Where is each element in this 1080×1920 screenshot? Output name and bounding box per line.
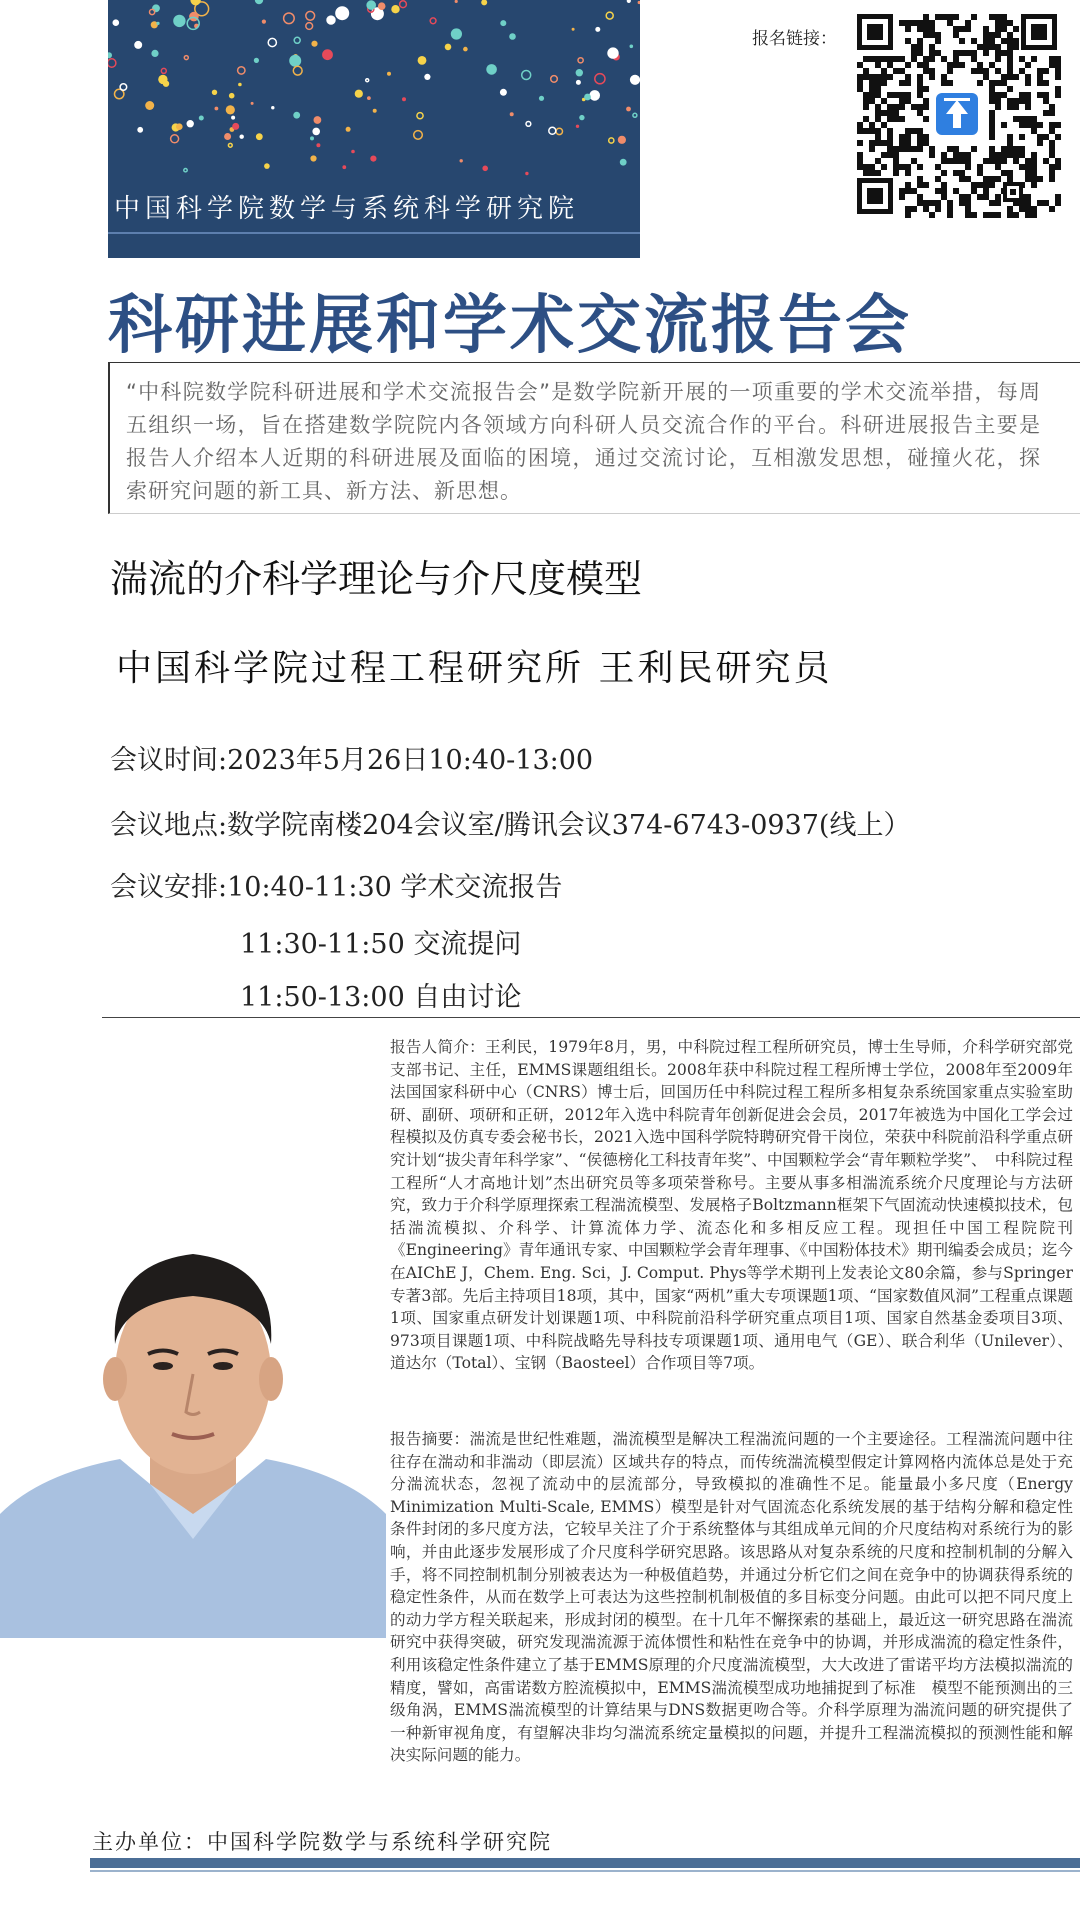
confetti-dot — [256, 133, 263, 140]
confetti-dot — [351, 150, 355, 154]
confetti-dot — [551, 76, 558, 83]
confetti-dot — [638, 1, 640, 4]
confetti-dot — [108, 52, 112, 58]
confetti-dot — [584, 94, 591, 101]
confetti-dot — [414, 131, 423, 140]
meeting-place: 会议地点:数学院南楼204会议室/腾讯会议374-6743-0937(线上） — [110, 810, 911, 841]
confetti-dot — [251, 102, 254, 105]
confetti-dot — [620, 159, 627, 166]
confetti-dot — [366, 0, 376, 10]
confetti-dot — [228, 143, 232, 147]
page-title: 科研进展和学术交流报告会 — [108, 289, 912, 363]
confetti-dot — [579, 115, 584, 120]
confetti-dot — [284, 13, 295, 24]
confetti-dot — [509, 33, 516, 40]
confetti-dot — [306, 23, 313, 30]
confetti-dot — [346, 127, 351, 132]
confetti-dot — [626, 107, 631, 112]
confetti-dot — [576, 125, 579, 128]
confetti-dot — [199, 116, 204, 121]
confetti-dot — [355, 90, 363, 98]
organizer: 主办单位：中国科学院数学与系统科学研究院 — [92, 1830, 552, 1854]
confetti-dot — [606, 12, 613, 19]
confetti-dot — [264, 163, 270, 169]
confetti-dot — [145, 101, 154, 110]
confetti-dot — [293, 112, 300, 119]
confetti-dot — [595, 27, 600, 32]
meeting-time: 会议时间:2023年5月26日10:40-13:00 — [110, 745, 594, 776]
confetti-dot — [238, 83, 242, 87]
confetti-dot — [400, 1, 407, 8]
confetti-dot — [539, 96, 544, 101]
confetti-dot — [460, 159, 463, 162]
confetti-dot — [306, 11, 315, 20]
confetti-dot — [424, 74, 430, 80]
confetti-dot — [113, 19, 120, 26]
confetti-dot — [402, 97, 406, 101]
confetti-dot — [525, 172, 528, 175]
confetti-dot — [215, 107, 219, 111]
confetti-dot — [224, 133, 231, 140]
confetti-dot — [310, 136, 314, 140]
confetti-dot — [289, 55, 301, 67]
confetti-dot — [633, 113, 637, 117]
confetti-dot — [572, 28, 575, 31]
meeting-schedule-3: 11:50-13:00 自由讨论 — [240, 982, 522, 1013]
confetti-dot — [152, 4, 160, 12]
confetti-dot — [391, 5, 399, 13]
confetti-dot — [108, 59, 116, 67]
speaker-photo — [0, 1184, 386, 1638]
speaker-affiliation: 中国科学院过程工程研究所 王利民研究员 — [116, 648, 833, 689]
confetti-dot — [451, 28, 462, 39]
confetti-dot — [595, 74, 605, 84]
confetti-dot — [378, 2, 386, 10]
confetti-dot — [212, 90, 217, 95]
confetti-dot — [310, 155, 316, 161]
confetti-dot — [417, 113, 423, 119]
banner-divider — [108, 232, 640, 234]
talk-title: 湍流的介科学理论与介尺度模型 — [110, 557, 643, 601]
confetti-dot — [578, 58, 583, 63]
confetti-dot — [311, 41, 317, 47]
confetti-dot — [171, 135, 179, 143]
confetti-dot — [156, 22, 159, 25]
footer-bar — [90, 1858, 1080, 1868]
confetti-dot — [526, 122, 531, 127]
confetti-dot — [326, 15, 335, 24]
confetti-dot — [322, 49, 333, 60]
confetti-dot — [367, 96, 371, 100]
meeting-schedule-1: 会议安排:10:40-11:30 学术交流报告 — [110, 872, 563, 903]
registration-label: 报名链接： — [752, 29, 837, 49]
intro-paragraph: “中科院数学院科研进展和学术交流报告会”是数学院新开展的一项重要的学术交流举措，每周五组织一场，旨在搭建数学院院内各领域方向科研人员交流合作的平台。科研进展报告主要是报告人介绍本人近期的科研进展及面临的困境，通过交流讨论，互相激发思想，碰撞火花，探索研究问题的新工具、新方法、新思想。 — [126, 380, 1041, 503]
confetti-dot — [238, 67, 245, 74]
confetti-dot — [630, 45, 634, 49]
confetti-dot — [510, 112, 514, 116]
confetti-dot — [187, 120, 194, 127]
confetti-dot — [342, 165, 346, 169]
confetti-dot — [150, 9, 155, 14]
confetti-dot — [161, 68, 166, 73]
confetti-dot — [176, 123, 183, 130]
confetti-dot — [373, 109, 377, 113]
confetti-dot — [134, 41, 142, 49]
confetti-dot — [522, 71, 531, 80]
confetti-dot — [370, 156, 376, 162]
confetti-dot — [314, 116, 322, 124]
footer-bar-accent — [90, 1870, 1080, 1872]
confetti-dot — [255, 0, 263, 4]
confetti-dot — [607, 47, 618, 58]
qr-code-icon[interactable] — [853, 10, 1061, 218]
confetti-dot — [556, 128, 562, 134]
institute-banner-text: 中国科学院数学与系统科学研究院 — [114, 194, 580, 224]
confetti-dot — [576, 80, 581, 85]
confetti-dot — [254, 58, 259, 63]
confetti-dot — [366, 79, 369, 82]
confetti-dot — [229, 93, 235, 99]
confetti-dot — [294, 37, 300, 43]
confetti-dot — [463, 47, 468, 52]
confetti-dot — [316, 143, 320, 147]
confetti-dot — [137, 127, 143, 133]
confetti-dot — [240, 135, 244, 139]
confetti-dot — [232, 123, 239, 130]
confetti-dot — [430, 18, 436, 24]
confetti-dot — [184, 56, 188, 60]
confetti-dot — [293, 66, 302, 75]
confetti-dot — [455, 0, 458, 3]
section-divider — [102, 1017, 1080, 1018]
confetti-dot — [335, 6, 349, 20]
confetti-dot — [120, 84, 127, 91]
confetti-dot — [549, 127, 556, 134]
confetti-dot — [268, 38, 276, 46]
confetti-dot — [151, 21, 158, 28]
speaker-bio: 报告人简介：王利民，1979年8月，男，中科院过程工程所研究员，博士生导师，介科学研究部党支部书记、主任，EMMS课题组组长。2008年获中科院过程工程所博士学位，2008年至2009年法国国家科研中心（CNRS）博士后，回国历任中科院过程工程所多相复杂系统国家重点实验室助研、副研、项研和正研，2012年入选中科院青年创新促进会会员，2017年被选为中国化工学会过程模拟及仿真专委会秘书长，2021入选中国科学院特聘研究骨干岗位，荣获中科院前沿科学重点研究计划“拔尖青年科学家”、“侯德榜化工科技青年奖”、中国颗粒学会“青年颗粒学奖”、 中科院过程工程所“人才高地计划”杰出研究员等多项荣誉称号。主要从事多相湍流系统介尺度理论与方法研究，致力于介科学原理探索工程湍流模型、发展格子Boltzmann框架下气固流动快速模拟技术，包括湍流模拟、介科学、计算流体力学、流态化和多相反应工程。现担任中国工程院院刊《Engineering》青年通讯专家、中国颗粒学会青年理事、《中国粉体技术》期刊编委会成员；迄今在AIChE J，Chem. Eng. Sci，J. Comput. Phys等学术期刊上发表论文80余篇，参与Springer专著3部。先后主持项目18项，其中，国家“两机”重大专项课题1项、“国家数值风洞”工程重点课题1项、国家重点研发计划课题1项、中科院前沿科学研究重点项目1项、国家自然基金委项目3项、973项目课题1项、中科院战略先导科技专项课题1项、通用电气（GE）、联合利华（Unilever）、道达尔（Total）、宝钢（Baosteel）合作项目等7项。 — [390, 1038, 1074, 1373]
confetti-dot — [226, 105, 235, 114]
confetti-dot — [418, 56, 427, 65]
confetti-dot — [312, 128, 320, 136]
confetti-dot — [158, 75, 167, 84]
confetti-dot — [387, 72, 391, 76]
header-banner — [108, 0, 640, 258]
confetti-dot — [486, 64, 497, 75]
confetti-dot — [271, 106, 274, 109]
confetti-dot — [481, 0, 487, 5]
confetti-dot — [618, 136, 626, 144]
confetti-dot — [231, 116, 235, 120]
confetti-dot — [190, 0, 200, 5]
talk-abstract: 报告摘要：湍流是世纪性难题，湍流模型是解决工程湍流问题的一个主要途径。工程湍流问题中往往存在湍动和非湍动（即层流）区域共存的特点，而传统湍流模型假定计算网格内流体总是处于充分湍流状态，忽视了流动中的层流部分，导致模拟的准确性不足。能量最小多尺度（Energy Minimization Multi-Scale, EMMS）模型是针对气固流态化系统发展的基于结构分解和稳定性条件封闭的多尺度方法，它较早关注了介于系统整体与其组成单元间的介尺度结构对系统行为的影响，并由此逐步发展形成了介尺度科学研究思路。该思路从对复杂系统的尺度和控制机制的分解入手，将不同控制机制分别被表达为一种极值趋势，并通过分析它们之间在竞争中的协调获得系统的稳定性条件，从而在数学上可表达为这些控制机制极值的多目标变分问题。由此可以把不同尺度上的动力学方程关联起来，形成封闭的模型。在十几年不懈探索的基础上，最近这一研究思路在湍流研究中获得突破，研究发现湍流源于流体惯性和粘性在竞争中的协调，并形成湍流的稳定性条件，利用该稳定性条件建立了基于EMMS原理的介尺度湍流模型，大大改进了雷诺平均方法模拟湍流的精度，譬如，高雷诺数方腔流模拟中，EMMS湍流模型成功地捕捉到了标准 模型不能预测出的三级角涡，EMMS湍流模型的计算结果与DNS数据更吻合等。介科学原理为湍流问题的研究提供了一种新审视角度，有望解决非均匀湍流系统定量模拟的问题，并提升工程湍流模拟的预测性能和解决实际问题的能力。 — [390, 1430, 1073, 1765]
confetti-dot — [482, 166, 488, 172]
confetti-dot — [609, 138, 614, 143]
confetti-dot — [500, 20, 506, 26]
confetti-dot — [630, 75, 640, 85]
confetti-dot — [627, 0, 631, 3]
confetti-dot — [184, 169, 187, 172]
meeting-schedule-2: 11:30-11:50 交流提问 — [240, 929, 522, 960]
confetti-dot — [576, 69, 583, 76]
confetti-dot — [500, 89, 507, 96]
confetti-dot — [262, 20, 266, 24]
confetti-dot — [445, 44, 452, 51]
confetti-dot — [151, 50, 158, 57]
confetti-dot — [589, 90, 600, 101]
confetti-dot — [173, 15, 185, 27]
